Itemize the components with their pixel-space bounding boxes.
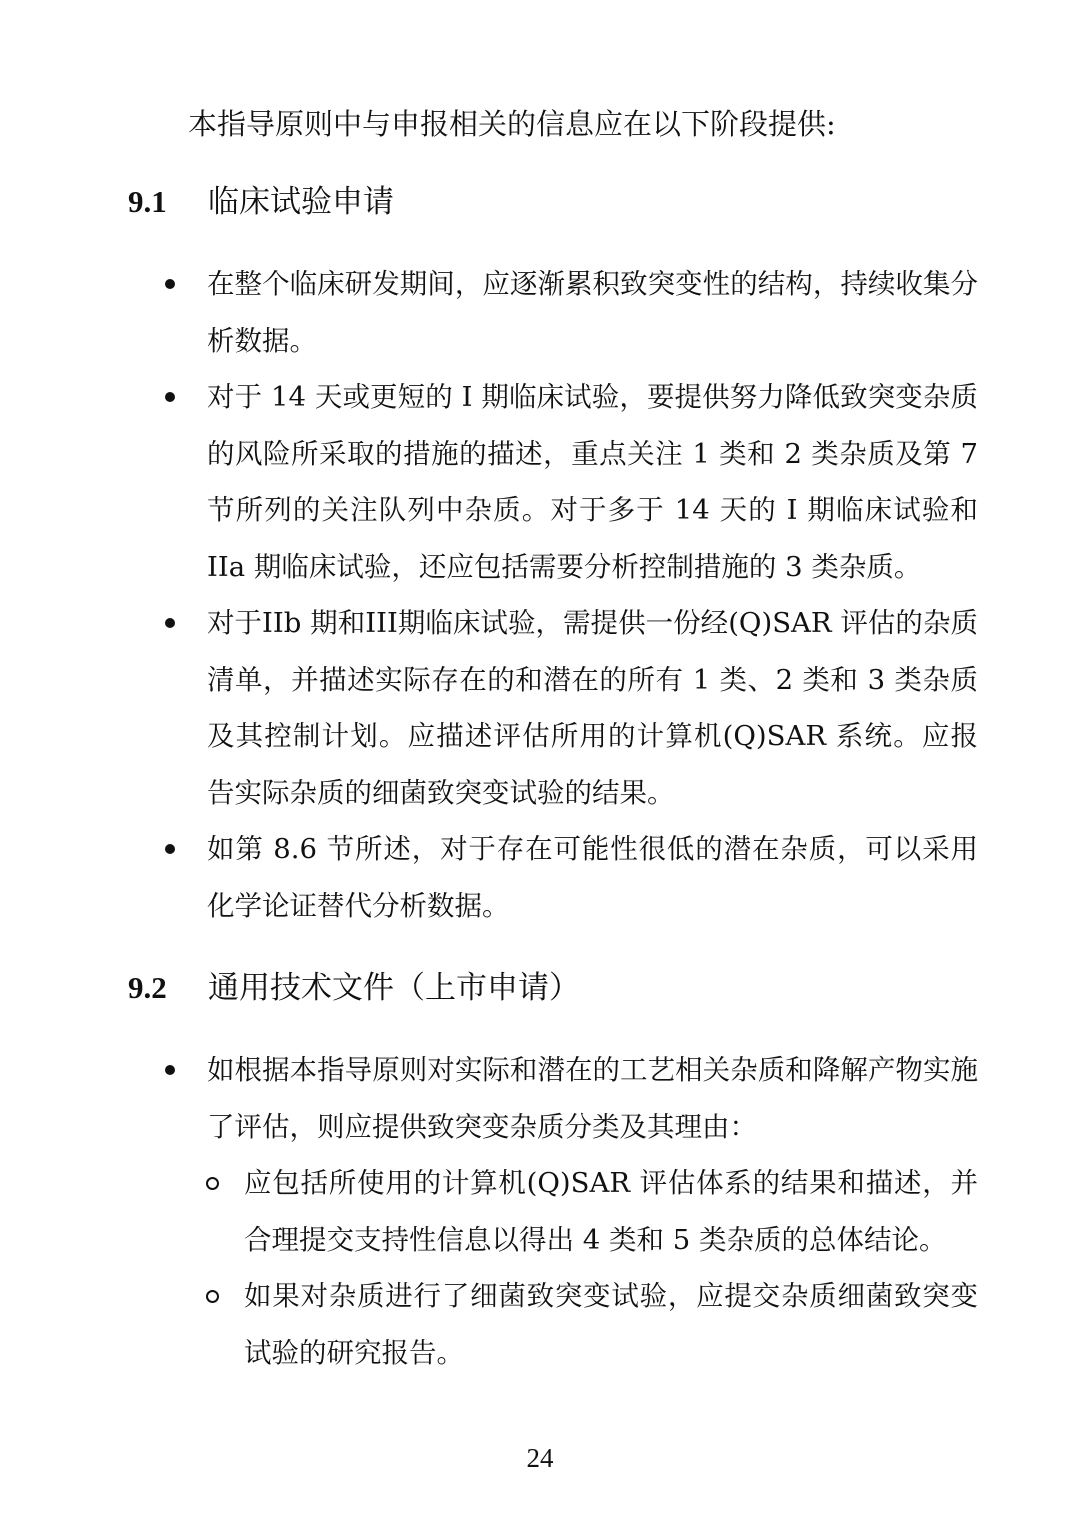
list-item [0,1042,978,1155]
section-title: 通用技术文件（上市申请） [208,970,580,1006]
list-item [0,369,978,595]
list-item-text: 如第 8.6 节所述，对于存在可能性很低的潜在杂质，可以采用化学论证替代分析数据。 [207,833,978,922]
sub-list-item-text: 如果对杂质进行了细菌致突变试验，应提交杂质细菌致突变试验的研究报告。 [244,1280,978,1369]
section-number: 9.2 [128,970,167,1005]
bullet-list-9-2 [0,1042,1080,1381]
bullet-dot-icon [165,279,175,289]
list-item-text: 如根据本指导原则对实际和潜在的工艺相关杂质和降解产物实施了评估，则应提供致突变杂质分类及其理由： [207,1054,978,1143]
list-item [0,256,978,369]
sub-list-item [0,1268,978,1381]
list-item [0,821,978,934]
bullet-circle-icon [206,1177,219,1190]
bullet-dot-icon [165,618,175,628]
list-item [0,595,978,821]
bullet-circle-icon [206,1290,219,1303]
sub-list-item [0,1155,978,1268]
section-number: 9.1 [128,184,167,219]
bullet-dot-icon [165,392,175,402]
bullet-dot-icon [165,844,175,854]
bullet-dot-icon [165,1065,175,1075]
sub-list-item-text: 应包括所使用的计算机(Q)SAR 评估体系的结果和描述，并合理提交支持性信息以得出 4 类和 5 类杂质的总体结论。 [244,1167,978,1256]
intro-paragraph: 本指导原则中与申报相关的信息应在以下阶段提供: [188,107,836,141]
bullet-list-9-1 [0,256,1080,934]
list-item-text: 在整个临床研发期间，应逐渐累积致突变性的结构，持续收集分析数据。 [207,268,978,357]
page-number: 24 [526,1443,554,1473]
list-item-text: 对于 14 天或更短的 I 期临床试验，要提供努力降低致突变杂质的风险所采取的措施的描述，重点关注 1 类和 2 类杂质及第 7 节所列的关注队列中杂质。对于多于 14 天的 I 期临床试验和IIa 期临床试验，还应包括需要分析控制措施的 3 类杂质。 [207,381,978,583]
section-title: 临床试验申请 [208,184,394,220]
list-item-text: 对于IIb 期和III期临床试验，需提供一份经(Q)SAR 评估的杂质清单，并描述实际存在的和潜在的所有 1 类、2 类和 3 类杂质及其控制计划。应描述评估所用的计算机(Q)SAR 系统。应报告实际杂质的细菌致突变试验的结果。 [207,607,978,809]
